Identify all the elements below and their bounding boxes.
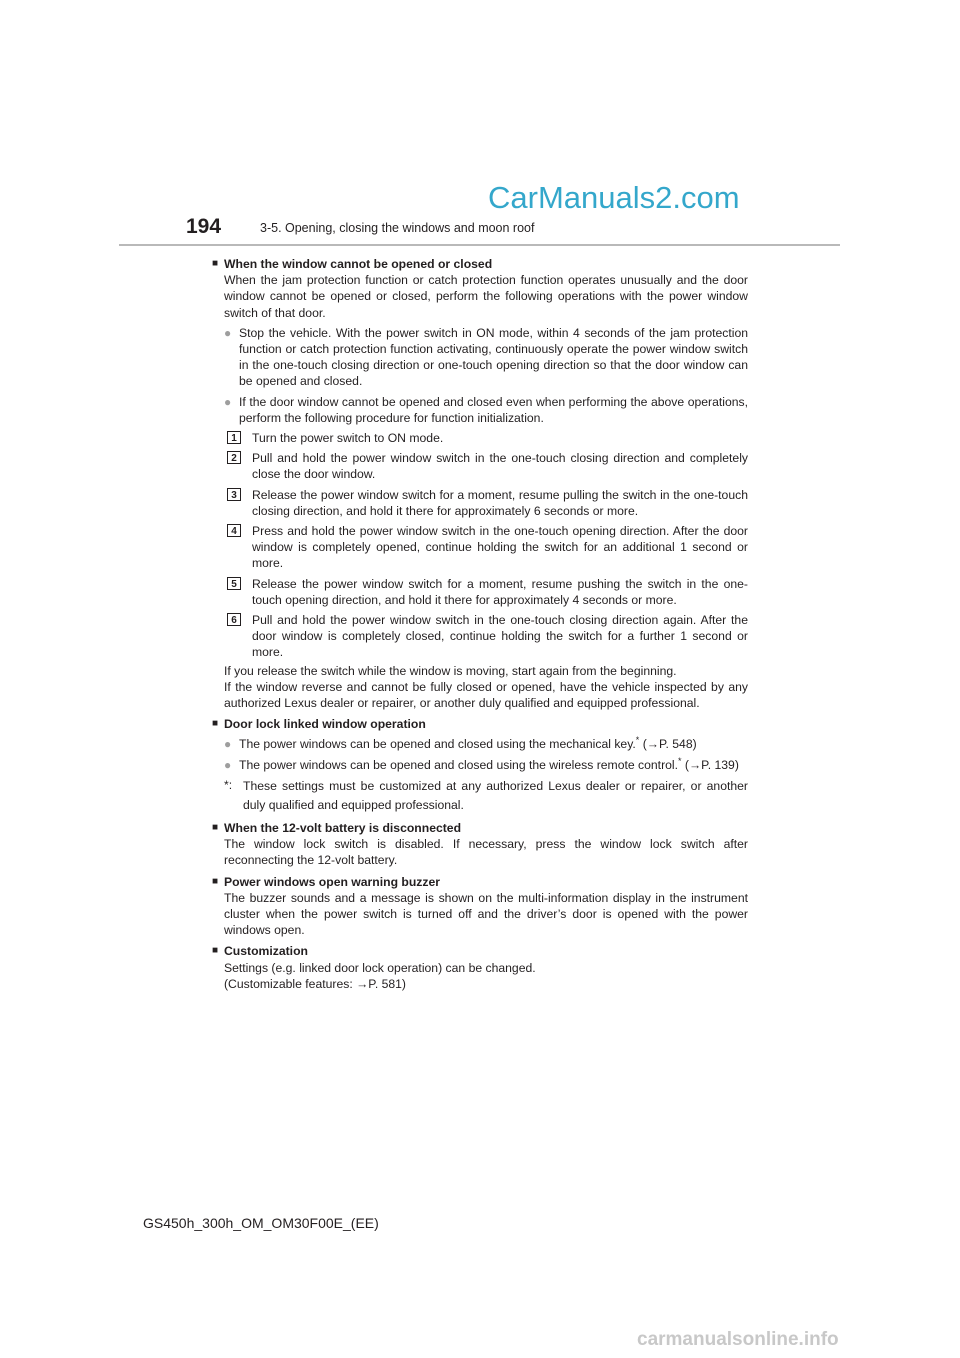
square-bullet-icon: ■ <box>212 945 219 957</box>
footnote <box>224 777 748 815</box>
footnote-mark: *: <box>224 777 233 792</box>
bullet-text: Stop the vehicle. With the power switch in ON mode, within 4 seconds of the jam protection function or catch protection function activating, continuously operate the power window switch in the one-touch closing direction or one-touch opening direction so that the door window can be opened and closed. <box>239 325 748 389</box>
step-text: Pull and hold the power window switch in the one-touch closing direction and completely close the door window. <box>252 451 748 482</box>
page-number: 194 <box>186 215 222 238</box>
paragraph: (Customizable features: →P. 581) <box>224 976 406 991</box>
document-code: GS450h_300h_OM_OM30F00E_(EE) <box>143 1215 379 1231</box>
paragraph: The window lock switch is disabled. If necessary, press the window lock switch after reconnecting the 12-volt battery. <box>224 837 748 868</box>
bullet-item <box>224 757 748 773</box>
footnote-text: These settings must be customized at any authorized Lexus dealer or repairer, or another duly qualified and equipped professional. <box>243 778 748 812</box>
asterisk-mark: * <box>678 755 682 766</box>
page-reference: (→P. 548) <box>642 737 697 752</box>
bullet-dot-icon: ● <box>224 737 232 752</box>
header-divider <box>119 244 840 246</box>
step-text: Release the power window switch for a moment, resume pulling the switch in the one-touch closing direction, and hold it there for approximately 6 seconds or more. <box>252 487 748 518</box>
section-heading <box>212 943 748 959</box>
section-heading <box>212 716 748 732</box>
step-item <box>227 523 748 572</box>
paragraph: If the window reverse and cannot be fully closed or opened, have the vehicle inspected by any authorized Lexus dealer or repairer, or another duly qualified and equipped professional. <box>224 679 748 711</box>
step-item <box>227 612 748 661</box>
square-bullet-icon: ■ <box>212 875 219 887</box>
section-heading <box>212 256 748 272</box>
bullet-dot-icon: ● <box>224 394 232 409</box>
step-number: 6 <box>227 613 241 626</box>
square-bullet-icon: ■ <box>212 821 219 833</box>
step-item <box>227 430 748 446</box>
section-title: 3-5. Opening, closing the windows and moon roof <box>260 221 535 235</box>
bullet-body: The power windows can be opened and closed using the wireless remote control. <box>239 757 678 772</box>
asterisk-mark: * <box>635 735 640 746</box>
paragraph: Settings (e.g. linked door lock operation) can be changed. <box>224 960 536 975</box>
bullet-text <box>239 736 748 752</box>
heading-text: Customization <box>224 944 308 959</box>
bullet-dot-icon: ● <box>224 325 232 340</box>
heading-text: Power windows open warning buzzer <box>224 874 441 889</box>
step-number: 5 <box>227 577 241 590</box>
bullet-item <box>224 325 748 390</box>
bullet-item <box>224 736 748 752</box>
section-heading <box>212 820 748 836</box>
step-number: 1 <box>227 431 241 444</box>
heading-text: When the window cannot be opened or closed <box>224 257 493 271</box>
paragraph: If you release the switch while the window is moving, start again from the beginning. <box>224 663 677 678</box>
bullet-text <box>239 757 748 773</box>
page-reference: (→P. 139) <box>684 757 739 772</box>
step-number: 3 <box>227 488 241 501</box>
watermark-footer: carmanualsonline.info <box>637 1329 839 1350</box>
main-content <box>212 256 748 992</box>
paragraph: The buzzer sounds and a message is shown on the multi-information display in the instrument cluster when the power switch is turned off and the driver’s door is opened with the power windows open. <box>224 890 748 938</box>
step-item <box>227 450 748 482</box>
bullet-body: The power windows can be opened and closed using the mechanical key. <box>239 737 636 752</box>
step-item <box>227 487 748 519</box>
bullet-dot-icon: ● <box>224 757 232 772</box>
step-text: Press and hold the power window switch in the one-touch opening direction. After the door window is completely opened, continue holding the switch for an additional 1 second or more. <box>252 524 748 571</box>
square-bullet-icon: ■ <box>212 258 219 269</box>
heading-text: Door lock linked window operation <box>224 717 426 732</box>
square-bullet-icon: ■ <box>212 718 219 730</box>
step-number: 4 <box>227 524 241 537</box>
step-number: 2 <box>227 451 241 464</box>
watermark-logo: CarManuals2.com <box>488 180 740 215</box>
step-text: Release the power window switch for a moment, resume pushing the switch in the one-touch opening direction, and hold it there for approximately 4 seconds or more. <box>252 576 748 607</box>
step-text: Turn the power switch to ON mode. <box>252 431 444 446</box>
heading-text: When the 12-volt battery is disconnected <box>224 820 462 835</box>
bullet-text: If the door window cannot be opened and closed even when performing the above operations, perform the following procedure for function initialization. <box>239 394 748 425</box>
step-item <box>227 576 748 608</box>
paragraph: When the jam protection function or catch protection function operates unusually and the door window cannot be opened or closed, perform the following operations with the power window switch of that door. <box>224 273 748 320</box>
section-heading <box>212 874 748 890</box>
step-text: Pull and hold the power window switch in the one-touch closing direction again. After the door window is completely closed, continue holding the switch for a further 1 second or more. <box>252 613 748 660</box>
bullet-item <box>224 394 748 426</box>
